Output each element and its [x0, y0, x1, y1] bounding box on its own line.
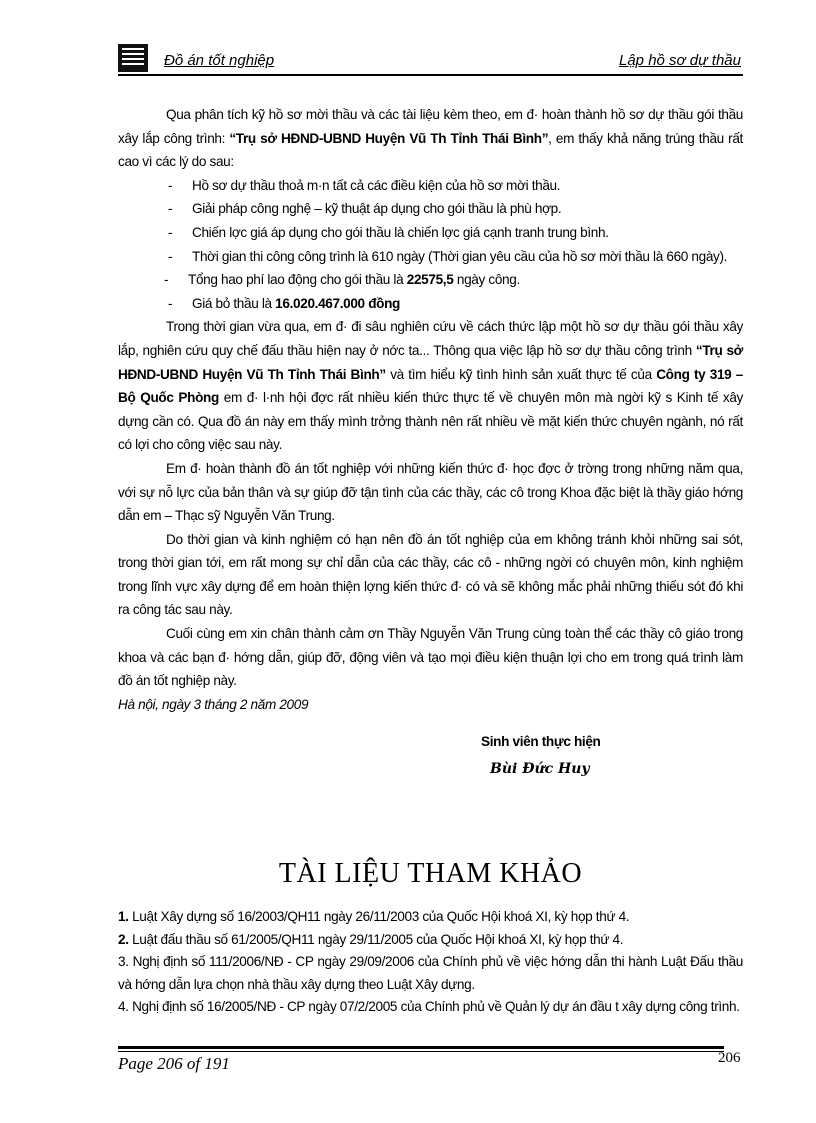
signer-title: Sinh viên thực hiện	[481, 734, 601, 750]
page-number: 206	[718, 1050, 741, 1066]
project-name: “Trụ sở HĐND-UBND Huyện Vũ Th Tỉnh Thái Bình”	[229, 130, 549, 146]
intro-paragraph	[118, 103, 743, 174]
reference-number: 4.	[118, 999, 129, 1014]
paragraph-thanks-school: Em đ· hoàn thành đồ án tốt nghiệp với những kiến thức đ· học đợc ở trờng trong những năm qua, với sự nỗ lực của bản thân và sự giúp đỡ tận tình của các thầy, các cô trong Khoa đặc biệt là thầy giáo hớng dẫn em – Thạc sỹ Nguyễn Văn Trung.	[118, 460, 743, 524]
company-name: Công ty 319 – Bộ Quốc Phòng	[118, 366, 743, 406]
reference-text: Nghị định số 16/2005/NĐ - CP ngày 07/2/2005 của Chính phủ về Quản lý dự án đầu t xây dựng công trình.	[128, 999, 740, 1014]
para2-text-mid: và tìm hiểu kỹ tình hình sản xuất thực tế của	[385, 366, 657, 382]
reference-item	[118, 951, 743, 996]
reference-number: 3.	[118, 954, 129, 969]
references-list	[118, 906, 743, 1019]
reference-number: 2.	[118, 931, 129, 947]
reference-item	[118, 906, 743, 929]
footer-divider	[118, 1046, 724, 1049]
signer-signature: Bùi Đức Huy	[490, 761, 590, 778]
header-right-title: Lập hồ sơ dự thầu	[619, 52, 741, 69]
paragraph-limitations: Do thời gian và kinh nghiệm có hạn nên đồ án tốt nghiệp của em không tránh khỏi những sai sót, trong thời gian tới, em rất mong sự chỉ dẫn của các thầy, các cô - những ngời có chuyên môn, kinh nghiệm trong lĩnh vực xây dựng để em hoàn thiện lợng kiến thức đ· có và sẽ không mắc phải những thiếu sót đó khi ra công tác sau này.	[118, 531, 743, 618]
reference-number: 1.	[118, 909, 129, 924]
labor-value: 22575,5	[406, 272, 454, 288]
list-item: - Giải pháp công nghệ – kỹ thuật áp dụng cho gói thầu là phù hợp.	[168, 197, 743, 221]
reference-item	[118, 929, 743, 952]
list-item-labor	[164, 268, 743, 292]
labor-unit: ngày công.	[453, 272, 520, 288]
footer-divider-thin	[118, 1051, 724, 1052]
list-item: - Thời gian thi công công trình là 610 ngày (Thời gian yêu cầu của hồ sơ mời thầu là 660 ngày).	[168, 245, 743, 269]
page-counter: Page 206 of 191	[118, 1054, 230, 1073]
paragraph-research	[118, 315, 743, 457]
reference-text: Luật đấu thầu số 61/2005/QH11 ngày 29/11/2005 của Quốc Hội khoá XI, kỳ họp thứ 4.	[128, 931, 624, 947]
page-header	[118, 42, 743, 76]
intro-text: Qua phân tích kỹ hồ sơ mời thầu và các tài liệu kèm theo, em đ· hoàn thành hồ sơ dự thầu gói thầu xây lắp công trình:	[118, 107, 743, 146]
list-item: - Hồ sơ dự thầu thoả m·n tất cả các điều kiện của hồ sơ mời thầu.	[168, 174, 743, 198]
logo-icon	[118, 44, 148, 72]
date-line: Hà nội, ngày 3 tháng 2 năm 2009	[118, 696, 309, 712]
header-left-title: Đồ án tốt nghiệp	[164, 52, 275, 69]
price-value: 16.020.467.000 đồng	[275, 295, 401, 311]
references-heading: TÀI LIỆU THAM KHẢO	[278, 858, 583, 889]
paragraph-gratitude: Cuối cùng em xin chân thành cảm ơn Thầy Nguyễn Văn Trung cùng toàn thể các thầy cô giáo trong khoa và các bạn đ· hớng dẫn, giúp đỡ, động viên và tạo mọi điều kiện thuận lợi cho em trong quá trình làm đồ án tốt nghiệp này.	[118, 626, 743, 689]
list-item-price	[168, 292, 743, 316]
reference-text: Luật Xây dựng số 16/2003/QH11 ngày 26/11/2003 của Quốc Hội khoá XI, kỳ họp thứ 4.	[128, 909, 630, 924]
para2-text-end: em đ· l·nh hội đợc rất nhiều kiến thức thực tế về chuyên môn mà ngời kỹ s Kinh tế xây dựng cần có. Qua đồ án này em thấy mình trởng thành nên rất nhiều về mặt kiến thức chuyên ngành, nó rất có lợi cho công việc sau này.	[118, 390, 743, 453]
reason-list	[168, 174, 743, 316]
para2-text: Trong thời gian vừa qua, em đ· đi sâu nghiên cứu về cách thức lập một hồ sơ dự thầu gói thầu xây lắp, nghiên cứu quy chế đấu thầu hiện nay ở nớc ta... Thông qua việc lập hồ sơ dự thầu công trình	[118, 319, 743, 358]
list-item: - Chiến lợc giá áp dụng cho gói thầu là chiến lợc giá cạnh tranh trung bình.	[168, 221, 743, 245]
document-body	[118, 103, 743, 782]
price-label: Giá bỏ thầu là	[192, 295, 276, 311]
project-name: “Trụ sở HĐND-UBND Huyện Vũ Th Tỉnh Thái Bình”	[118, 342, 744, 382]
intro-text-end: , em thấy khả năng trúng thầu rất cao vì các lý do sau:	[118, 130, 743, 170]
reference-text: Nghị định số 111/2006/NĐ - CP ngày 29/09/2006 của Chính phủ về việc hớng dẫn thi hành Luật Đấu thầu và hớng dẫn lựa chọn nhà thầu xây dựng theo Luật Xây dựng.	[118, 954, 743, 992]
labor-label: Tổng hao phí lao động cho gói thầu là	[188, 272, 407, 288]
reference-item	[118, 996, 743, 1019]
